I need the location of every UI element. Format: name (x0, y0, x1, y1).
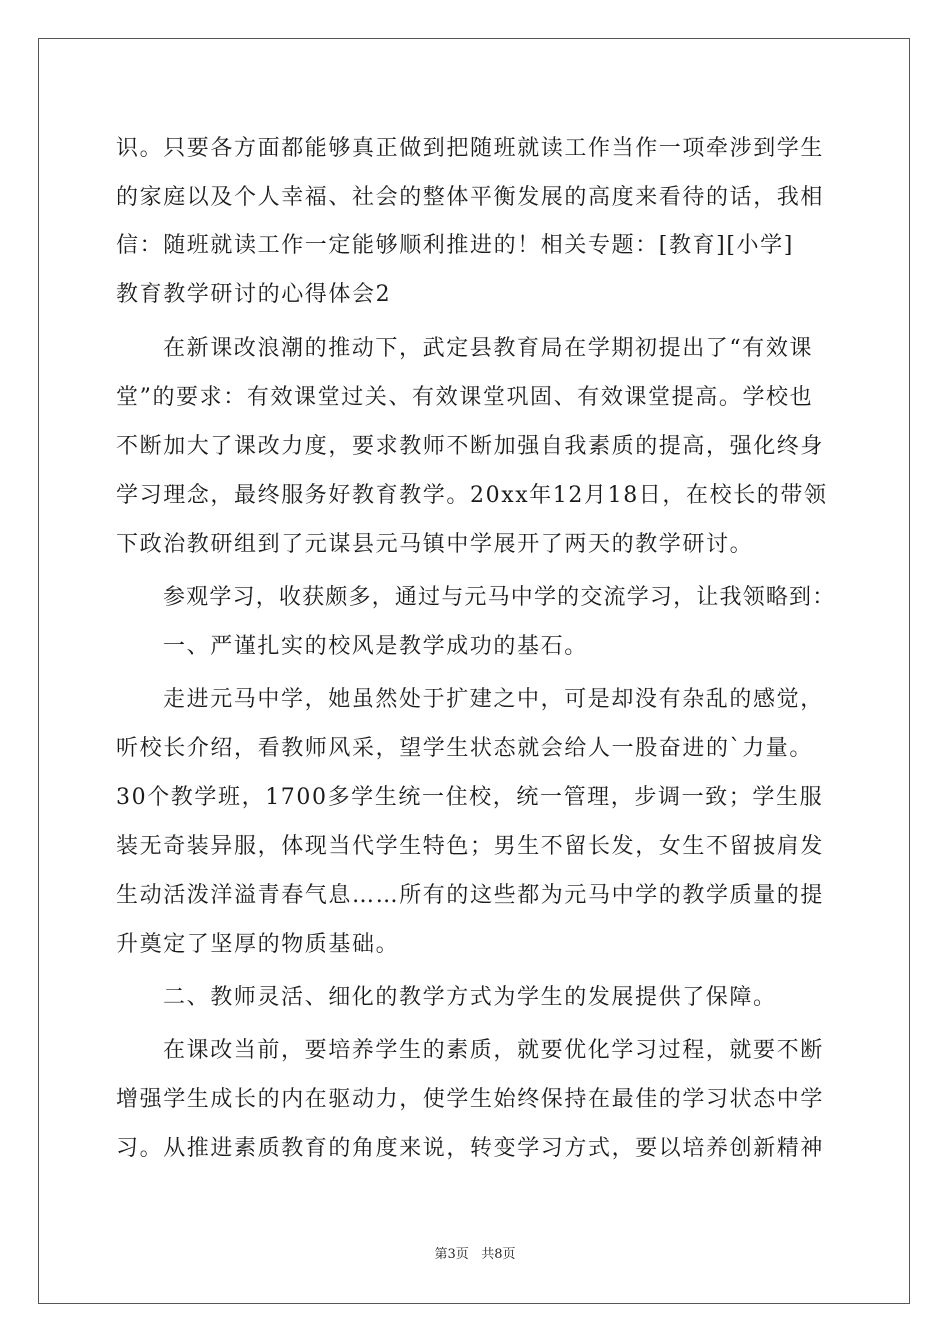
section-heading: 教育教学研讨的心得体会2 (116, 282, 392, 307)
text-line: 在课改当前，要培养学生的素质，就要优化学习过程，就要不断 (163, 1038, 824, 1063)
text-line: 不断加大了课改力度，要求教师不断加强自我素质的提高，强化终身 (116, 434, 825, 459)
text-line: 识。只要各方面都能够真正做到把随班就读工作当作一项牵涉到学生 (116, 136, 825, 161)
text-line: 生动活泼洋溢青春气息……所有的这些都为元马中学的教学质量的提 (116, 883, 825, 908)
text-line: 习。从推进素质教育的角度来说，转变学习方式，要以培养创新精神 (116, 1136, 825, 1161)
text-line: 听校长介绍，看教师风采，望学生状态就会给人一股奋进的`力量。 (116, 736, 814, 761)
text-line: 增强学生成长的内在驱动力，使学生始终保持在最佳的学习状态中学 (116, 1087, 825, 1112)
text-line: 的家庭以及个人幸福、社会的整体平衡发展的高度来看待的话，我相 (116, 185, 825, 210)
text-line: 信：随班就读工作一定能够顺利推进的！相关专题：[教育][小学] (116, 233, 794, 258)
text-line: 走进元马中学，她虽然处于扩建之中，可是却没有杂乱的感觉， (163, 687, 824, 712)
subheading: 一、严谨扎实的校风是教学成功的基石。 (163, 634, 588, 659)
text-line: 参观学习，收获颇多，通过与元马中学的交流学习，让我领略到： (163, 585, 836, 610)
subheading: 二、教师灵活、细化的教学方式为学生的发展提供了保障。 (163, 985, 777, 1010)
page-footer (0, 1247, 950, 1263)
page-total: 共8页 (481, 1247, 516, 1262)
text-line: 装无奇装异服，体现当代学生特色；男生不留长发，女生不留披肩发 (116, 834, 825, 859)
text-line: 30个教学班，1700多学生统一住校，统一管理，步调一致；学生服 (116, 785, 824, 810)
text-line: 下政治教研组到了元谋县元马镇中学展开了两天的教学研讨。 (116, 532, 754, 557)
text-line: 堂”的要求：有效课堂过关、有效课堂巩固、有效课堂提高。学校也 (116, 385, 814, 410)
text-line: 在新课改浪潮的推动下，武定县教育局在学期初提出了“有效课 (163, 336, 814, 361)
page-number: 第3页 (434, 1247, 469, 1262)
text-line: 升奠定了坚厚的物质基础。 (116, 932, 400, 957)
text-line: 学习理念，最终服务好教育教学。20xx年12月18日，在校长的带领 (116, 483, 828, 508)
